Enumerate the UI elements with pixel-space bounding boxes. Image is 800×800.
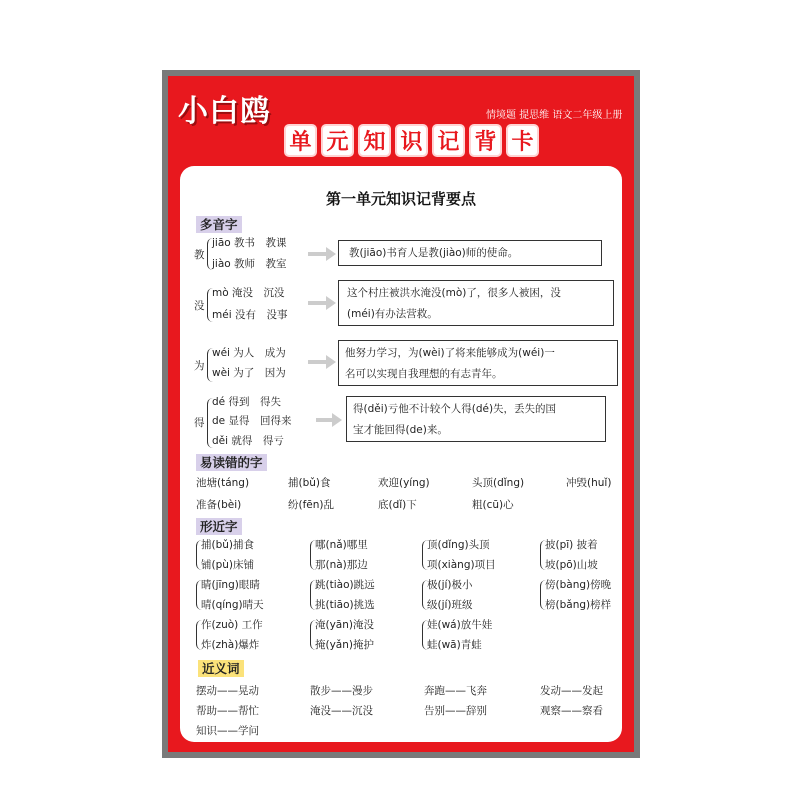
similar-word: 坡(pō)山坡 [545,559,598,571]
synonym-pair: 告别——辞别 [424,705,487,717]
polyphone-char: 没 [194,300,205,312]
similar-word: 那(nà)那边 [315,559,368,571]
polyphone-reading: de 显得 回得来 [212,415,292,427]
polyphone-char: 为 [194,360,205,372]
polyphone-reading: méi 没有 没事 [212,309,288,321]
similar-word: 哪(nǎ)哪里 [315,539,368,551]
similar-word: 掩(yǎn)掩护 [315,639,374,651]
banner-char: 识 [395,124,428,157]
example-line: 名可以实现自我理想的有志青年。 [345,368,503,380]
example-line: 他努力学习，为(wèi)了将来能够成为(wéi)一 [345,347,555,359]
synonym-pair: 观察——察看 [540,705,603,717]
section-polyphone: 多音字 [196,216,242,233]
arrow-shaft [308,252,326,256]
similar-word: 项(xiàng)项目 [427,559,496,571]
section-similar-form: 形近字 [196,518,242,535]
arrow-icon [326,296,336,310]
similar-word: 跳(tiào)跳远 [315,579,375,591]
arrow-shaft [308,360,326,364]
similar-word: 娃(wá)放牛娃 [427,619,493,631]
example-box [338,240,602,266]
misread-word: 欢迎(yíng) [378,477,430,489]
similar-word: 榜(bǎng)榜样 [545,599,612,611]
example-box [346,396,606,442]
banner-char: 元 [321,124,354,157]
similar-word: 晴(qíng)晴天 [201,599,264,611]
page-title: 第一单元知识记背要点 [325,190,476,208]
polyphone-reading: wèi 为了 因为 [212,367,286,379]
similar-word: 傍(bàng)傍晚 [545,579,612,591]
synonym-pair: 淹没——沉没 [310,705,373,717]
misread-word: 纷(fēn)乱 [288,499,335,511]
polyphone-reading: jiào 教师 教室 [212,258,287,270]
misread-word: 池塘(táng) [196,477,250,489]
polyphone-char: 教 [194,249,205,261]
similar-word: 睛(jīng)眼睛 [201,579,260,591]
series-tag: 情境题 提思维 语文二年级上册 [486,110,623,121]
similar-word: 淹(yān)淹没 [315,619,374,631]
example-box [338,280,614,326]
polyphone-reading: mò 淹没 沉没 [212,287,285,299]
similar-word: 披(pī) 披着 [545,539,598,551]
banner-char: 背 [469,124,502,157]
example-line: (méi)有办法营救。 [347,308,438,320]
banner-char: 卡 [506,124,539,157]
polyphone-char: 得 [194,417,205,429]
polyphone-reading: wéi 为人 成为 [212,347,286,359]
banner-char: 知 [358,124,391,157]
synonym-pair: 知识——学问 [196,725,259,737]
similar-word: 蛙(wā)青蛙 [427,639,482,651]
similar-word: 挑(tiāo)挑选 [315,599,375,611]
similar-word: 铺(pù)床铺 [201,559,255,571]
card-banner [284,124,539,157]
example-line: 教(jiāo)书育人是教(jiào)师的使命。 [349,247,519,259]
arrow-shaft [308,301,326,305]
similar-word: 级(jí)班级 [427,599,473,611]
misread-word: 冲毁(huǐ) [566,477,612,489]
similar-word: 极(jí)极小 [427,579,473,591]
synonym-pair: 帮助——帮忙 [196,705,259,717]
brand-logo: 小白鸥 [178,94,271,129]
example-box [338,340,618,386]
polyphone-reading: děi 就得 得亏 [212,435,284,447]
arrow-icon [326,355,336,369]
similar-word: 作(zuò) 工作 [201,619,263,631]
banner-char: 记 [432,124,465,157]
misread-word: 捕(bǔ)食 [288,477,331,489]
synonym-pair: 发动——发起 [540,685,603,697]
banner-char: 单 [284,124,317,157]
similar-word: 炸(zhà)爆炸 [201,639,260,651]
synonym-pair: 散步——漫步 [310,685,373,697]
example-line: 这个村庄被洪水淹没(mò)了，很多人被困，没 [347,287,561,299]
similar-word: 捕(bǔ)捕食 [201,539,255,551]
example-line: 得(děi)亏他不计较个人得(dé)失，丢失的国 [353,403,557,415]
arrow-icon [326,247,336,261]
arrow-icon [332,413,342,427]
similar-word: 顶(dǐng)头顶 [427,539,490,551]
polyphone-reading: dé 得到 得失 [212,396,281,408]
synonym-pair: 摆动——晃动 [196,685,259,697]
synonym-pair: 奔跑——飞奔 [424,685,487,697]
section-easy-misread: 易读错的字 [196,454,267,471]
polyphone-reading: jiāo 教书 教课 [212,237,287,249]
misread-word: 底(dǐ)下 [378,499,417,511]
misread-word: 头顶(dǐng) [472,477,525,489]
example-line: 宝才能回得(de)来。 [353,424,448,436]
misread-word: 准备(bèi) [196,499,242,511]
section-synonym: 近义词 [198,660,244,677]
content-sheet [180,166,622,742]
misread-word: 粗(cū)心 [472,499,514,511]
